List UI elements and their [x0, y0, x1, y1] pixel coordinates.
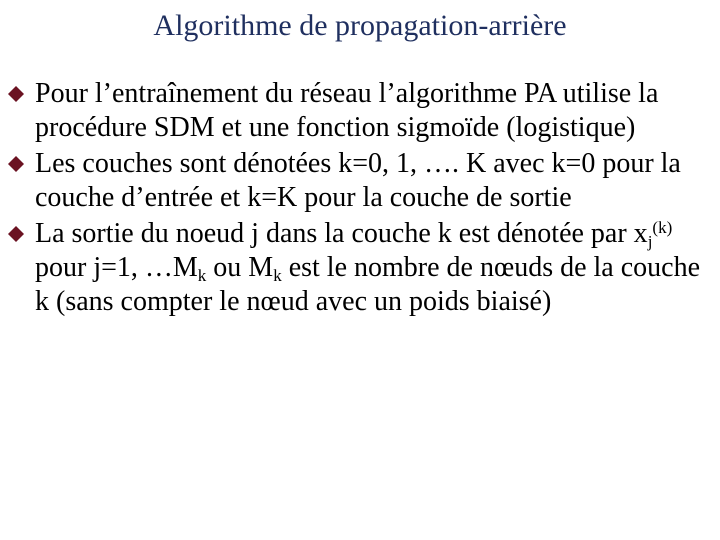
diamond-bullet-icon — [8, 86, 24, 102]
bullet-text-3-part-2: pour j=1, …M — [35, 252, 198, 283]
bullet-text-3 — [35, 218, 700, 317]
bullet-text-1: Pour l’entraînement du réseau l’algorithme PA utilise la procédure SDM et une fonction sigmoïde (logistique) — [35, 78, 659, 143]
superscript-k: (k) — [652, 218, 673, 237]
slide-title: Algorithme de propagation-arrière — [153, 9, 567, 42]
bullet-item-2 — [0, 147, 720, 215]
bullet-text-3-part-1: La sortie du noeud j dans la couche k est dénotée par x — [35, 218, 648, 249]
bullet-text-3-part-3: ou M — [206, 252, 274, 283]
bullet-text-3-part-4: est le nombre de nœuds de la couche k (sans compter le nœud avec un poids biaisé) — [35, 252, 701, 317]
bullet-list — [0, 77, 720, 321]
diamond-bullet-icon — [8, 156, 24, 172]
subscript-k-1: k — [197, 266, 207, 285]
diamond-bullet-icon — [8, 226, 24, 242]
bullet-item-1 — [0, 77, 720, 145]
subscript-k-2: k — [273, 266, 282, 285]
bullet-text-2: Les couches sont dénotées k=0, 1, …. K avec k=0 pour la couche d’entrée et k=K pour la couche de sortie — [35, 148, 681, 213]
subscript-j: j — [647, 232, 653, 251]
bullet-item-3 — [0, 217, 720, 319]
